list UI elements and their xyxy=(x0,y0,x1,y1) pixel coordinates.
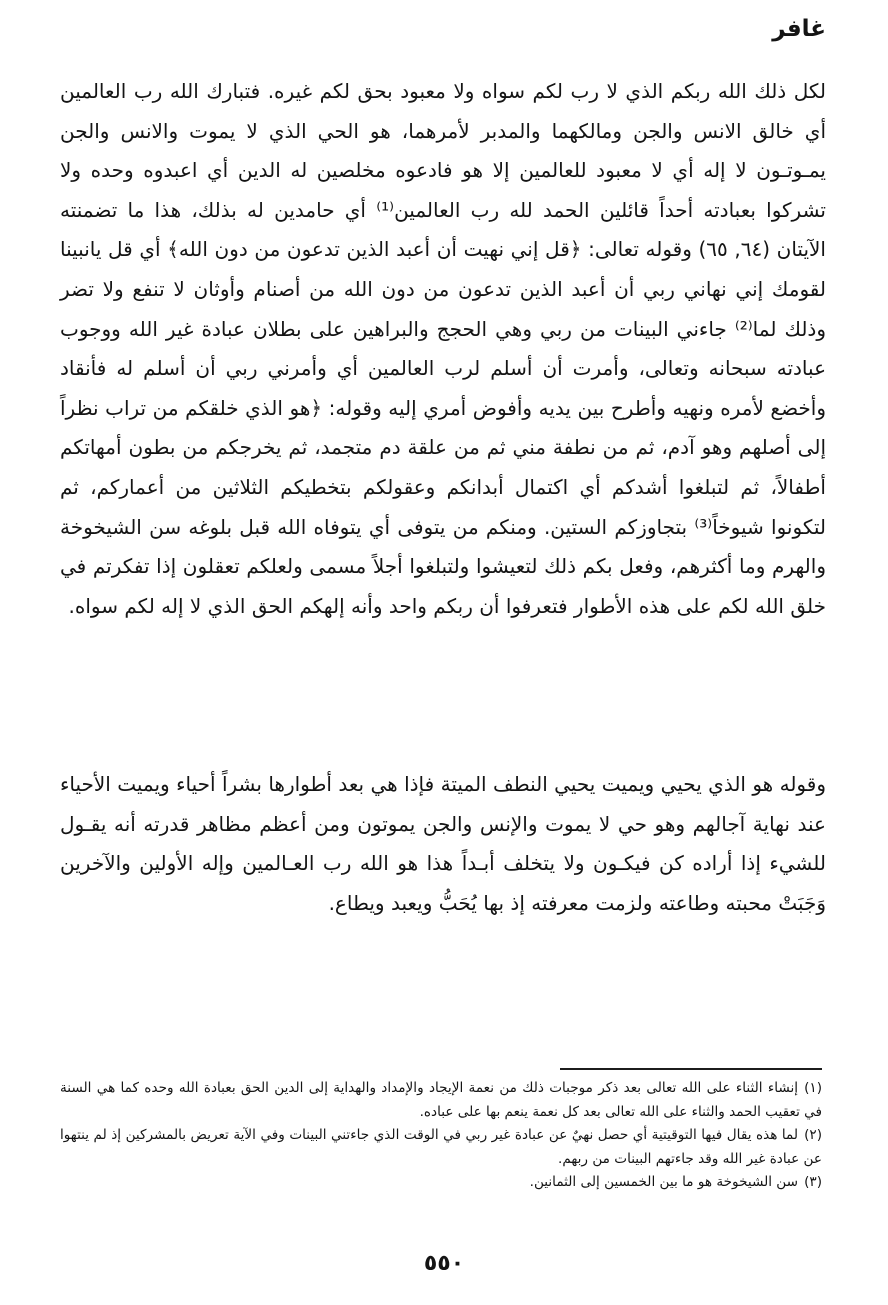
footnote-item xyxy=(60,1124,822,1171)
footnotes-list xyxy=(60,1077,822,1195)
body-paragraph: وقوله هو الذي يحيي ويميت يحيي النطف الميتة فإذا هي بعد أطوارها بشراً أحياء ويميت الأحياء عند نهاية آجالهم وهو حي لا يموت والإنس والجن يموتون ومن أعظم مظاهر قدرته أنه يقـول للشيء إذا أراده كن فيكـون ولا يتخلف أبـداً هذا هو الله رب العـالمين وإله الأولين والآخرين وَجَبَتْ محبته وطاعته ولزمت معرفته إذ بها يُحَبُّ ويعبد ويطاع. xyxy=(60,772,826,915)
footnote-number: (٣) xyxy=(804,1174,822,1190)
page-number: ٥٥٠ xyxy=(423,1251,465,1276)
footnote-item xyxy=(60,1077,822,1124)
footnote-text: لما هذه يقال فيها التوقيتية أي حصل نهيٌ عن عبادة غير ربي في الوقت الذي جاءتني البينات وفي الآية تعريض بالمشركين إذ لم ينتهوا عن عبادة غير الله وقد جاءتهم البينات من ربهم. xyxy=(60,1127,822,1167)
running-header: غافر xyxy=(772,16,826,42)
footnote-item xyxy=(60,1171,822,1195)
footnote-text: إنشاء الثناء على الله تعالى بعد ذكر موجبات ذلك من نعمة الإيجاد والإمداد والهداية إلى الدين الحق بعبادة الله وحده كما هي السنة في تعقيب الحمد والثناء على الله تعالى بعد كل نعمة ينعم بها على عباده. xyxy=(60,1080,822,1120)
footnote-separator xyxy=(560,1068,822,1070)
footnote-number: (١) xyxy=(804,1080,822,1096)
body-paragraph: لكل ذلك الله ربكم الذي لا رب لكم سواه ولا معبود بحق لكم غيره. فتبارك الله رب العالمين أي خالق الانس والجن ومالكهما والمدبر لأمرهما، هو الحي الذي لا يموت والانس والجن يمـوتـون لا إله أي لا معبود للعالمين إلا هو فادعوه مخلصين له الدين أي اعبدوه وحده ولا تشركوا بعبادته أحداً قائلين الحمد لله رب العالمين⁽¹⁾ أي حامدين له بذلك، هذا ما تضمنته الآيتان (٦٤, ٦٥) وقوله تعالى: ﴿قل إني نهيت أن أعبد الذين تدعون من دون الله﴾ أي قل يانبينا لقومك إني نهاني ربي أن أعبد الذين تدعون من دون الله من أصنام وأوثان لا تنفع ولا تضر وذلك لما⁽²⁾ جاءني البينات من ربي وهي الحجج والبراهين على بطلان عبادة غير الله ووجوب عبادته سبحانه وتعالى، وأمرت أن أسلم لرب العالمين أي وأمرني ربي أن أسلم له فأنقاد وأخضع لأمره ونهيه وأطرح بين يديه وأفوض أمري إليه وقوله: ﴿هو الذي خلقكم من تراب نظراً إلى أصلهم وهو آدم، ثم من نطفة مني ثم من علقة دم متجمد، ثم يخرجكم من بطون أمهاتكم أطفالاً، ثم لتبلغوا أشدكم أي اكتمال أبدانكم وعقولكم بتخطيكم الثلاثين من أعماركم، ثم لتكونوا شيوخاً⁽³⁾ بتجاوزكم الستين. ومنكم من يتوفى أي يتوفاه الله قبل بلوغه سن الشيخوخة والهرم وما أكثرهم، وفعل بكم ذلك لتعيشوا ولتبلغوا أجلاً مسمى ولعلكم تعقلون إذا تفكرتم في خلق الله لكم على هذه الأطوار فتعرفوا أن ربكم واحد وأنه إلهكم الحق الذي لا إله لكم سواه. xyxy=(60,79,827,618)
footnote-text: سن الشيخوخة هو ما بين الخمسين إلى الثمانين. xyxy=(529,1174,799,1190)
footnote-number: (٢) xyxy=(804,1127,822,1143)
